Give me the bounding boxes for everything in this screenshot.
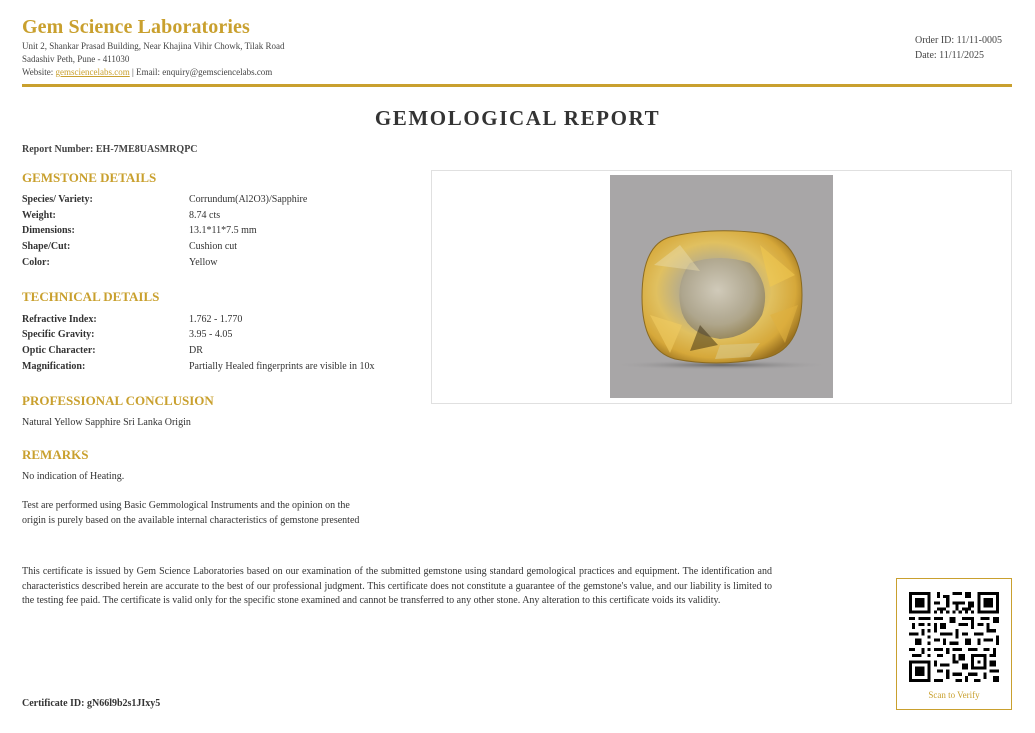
website-link[interactable]: gemsciencelabs.com <box>55 67 130 77</box>
email-text: | Email: enquiry@gemsciencelabs.com <box>129 67 273 77</box>
conclusion-heading: PROFESSIONAL CONCLUSION <box>22 393 214 408</box>
address-line-2: Sadashiv Peth, Pune - 411030 <box>22 54 130 64</box>
technical-row <box>22 313 422 329</box>
website-label: Website: <box>22 67 56 77</box>
detail-row <box>22 256 422 272</box>
gem-photo <box>610 175 833 398</box>
report-number: Report Number: EH-7ME8UASMRQPC <box>22 144 198 155</box>
page-title: GEMOLOGICAL REPORT <box>374 106 661 130</box>
address-line-1: Unit 2, Shankar Prasad Building, Near Khajina Vihir Chowk, Tilak Road <box>22 41 285 51</box>
detail-row <box>22 209 422 225</box>
detail-value: Yellow <box>189 257 218 268</box>
detail-label: Species/ Variety: <box>22 194 93 205</box>
detail-value: 1.762 - 1.770 <box>189 314 243 325</box>
detail-value: Corrundum(Al2O3)/Sapphire <box>189 194 308 205</box>
certificate-id: Certificate ID: gN66l9b2s1JIxy5 <box>22 698 161 709</box>
detail-value: DR <box>189 345 203 356</box>
detail-label: Shape/Cut: <box>22 241 71 252</box>
detail-label: Optic Character: <box>22 345 96 356</box>
detail-value: Cushion cut <box>189 241 238 252</box>
remarks-heading: REMARKS <box>22 447 89 462</box>
remarks-heating: No indication of Heating. <box>22 471 125 482</box>
disclaimer-text: This certificate is issued by Gem Science Laboratories based on our examination of the submitted gemstone using standard gemological practices and equipment. The identification and characteristics described herein are accurate to the best of our professional judgment. This certificate does not constitute a guarantee of the gemstone's value, and our liability is limited to the testing fee paid. The certificate is valid only for the specific stone examined and cannot be transferred to any other stone. Any alteration to this certificate voids its validity. <box>22 566 772 606</box>
qr-code-icon[interactable] <box>909 592 999 682</box>
detail-label: Specific Gravity: <box>22 329 95 340</box>
gemstone-image <box>610 175 833 398</box>
report-date: Date: 11/11/2025 <box>915 50 984 61</box>
detail-value: 8.74 cts <box>189 210 221 221</box>
contact-line <box>22 66 272 79</box>
order-id: Order ID: 11/11-0005 <box>915 35 1003 46</box>
remarks-note-line-2: origin is purely based on the available internal characteristics of gemstone presented <box>22 515 360 526</box>
detail-value: 3.95 - 4.05 <box>189 329 233 340</box>
detail-label: Magnification: <box>22 361 86 372</box>
detail-label: Dimensions: <box>22 225 75 236</box>
detail-row <box>22 193 422 209</box>
technical-row <box>22 344 422 360</box>
technical-row <box>22 360 422 376</box>
technical-details-heading: TECHNICAL DETAILS <box>22 289 160 304</box>
lab-name: Gem Science Laboratories <box>22 16 250 38</box>
technical-row <box>22 328 422 344</box>
detail-label: Color: <box>22 257 50 268</box>
gemstone-details-heading: GEMSTONE DETAILS <box>22 170 157 185</box>
qr-code-graphic <box>909 592 999 682</box>
remarks-note-line-1: Test are performed using Basic Gemmological Instruments and the opinion on the <box>22 500 350 511</box>
qr-caption: Scan to Verify <box>928 690 980 700</box>
detail-row <box>22 224 422 240</box>
detail-value: Partially Healed fingerprints are visible in 10x <box>189 361 375 372</box>
detail-value: 13.1*11*7.5 mm <box>189 225 257 236</box>
conclusion-text: Natural Yellow Sapphire Sri Lanka Origin <box>22 417 191 428</box>
detail-label: Refractive Index: <box>22 314 97 325</box>
detail-label: Weight: <box>22 210 56 221</box>
header-divider <box>22 84 1012 87</box>
detail-row <box>22 240 422 256</box>
